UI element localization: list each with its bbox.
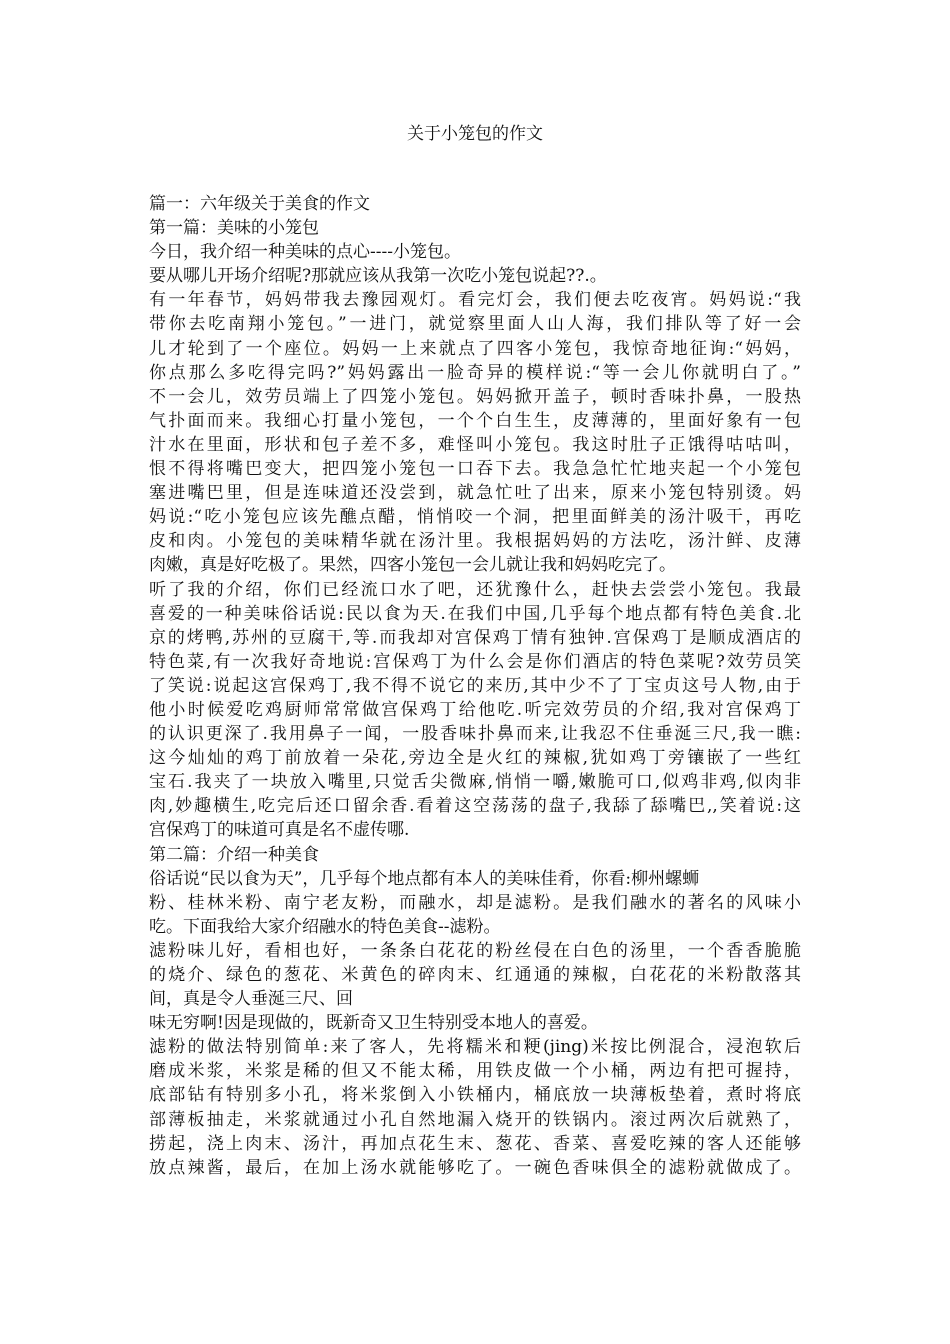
text-line: 带你去吃南翔小笼包。”一进门，就觉察里面人山人海，我们排队等了好一会 <box>149 314 801 335</box>
text-line: 喜爱的一种美味俗话说:民以食为天.在我们中国,几乎每个地点都有特色美食.北 <box>149 603 801 624</box>
text-line: 肉嫩，真是好吃极了。果然，四客小笼包一会儿就让我和妈妈吃完了。 <box>149 555 676 576</box>
document-title: 关于小笼包的作文 <box>407 124 543 144</box>
text-line: 捞起，浇上肉末、汤汁，再加点花生末、葱花、香菜、喜爱吃辣的客人还能够 <box>149 1133 801 1154</box>
text-line: 他小时候爱吃鸡厨师常常做宫保鸡丁给他吃.听完效劳员的介绍,我对宫保鸡丁 <box>149 699 801 720</box>
text-line: 了笑说:说起这宫保鸡丁,我不得不说它的来历,其中少不了丁宝贞这号人物,由于 <box>149 675 801 696</box>
text-line: 有一年春节，妈妈带我去豫园观灯。看完灯会，我们便去吃夜宵。妈妈说:“我 <box>149 290 801 311</box>
text-line: 妈说:“吃小笼包应该先醮点醋，悄悄咬一个洞，把里面鲜美的汤汁吸干，再吃 <box>149 507 801 528</box>
text-line: 滤粉的做法特别简单:来了客人，先将糯米和粳(jing)米按比例混合，浸泡软后 <box>149 1037 801 1058</box>
text-line: 底部钻有特别多小孔，将米浆倒入小铁桶内，桶底放一块薄板垫着，煮时将底 <box>149 1085 801 1106</box>
text-line: 间，真是令人垂涎三尺、回 <box>149 989 353 1010</box>
text-line: 要从哪儿开场介绍呢?那就应该从我第一次吃小笼包说起??.。 <box>149 266 607 287</box>
text-line: 今日，我介绍一种美味的点心----小笼包。 <box>149 242 461 263</box>
text-line: 特色菜,有一次我好奇地说:宫保鸡丁为什么会是你们酒店的特色菜呢?效劳员笑 <box>149 651 801 672</box>
text-line: 宫保鸡丁的味道可真是名不虚传哪. <box>149 820 410 841</box>
text-line: 的烧介、绿色的葱花、米黄色的碎肉末、红通通的辣椒，白花花的米粉散落其 <box>149 965 801 985</box>
text-line: 汁水在里面，形状和包子差不多，难怪叫小笼包。我这时肚子正饿得咕咕叫， <box>149 434 801 455</box>
text-line: 肉,妙趣横生,吃完后还口留余香.看着这空荡荡的盘子,我舔了舔嘴巴,,笑着说:这 <box>149 796 801 817</box>
text-line: 部薄板抽走，米浆就通过小孔自然地漏入烧开的铁锅内。滚过两次后就熟了， <box>149 1109 801 1130</box>
text-line: 粉、桂林米粉、南宁老友粉，而融水，却是滤粉。是我们融水的著名的风味小 <box>149 892 801 913</box>
text-line: 磨成米浆，米浆是稀的但又不能太稀，用铁皮做一个小桶，两边有把可握持， <box>149 1061 801 1082</box>
text-line: 宝石.我夹了一块放入嘴里,只觉舌尖微麻,悄悄一嚼,嫩脆可口,似鸡非鸡,似肉非 <box>149 772 801 793</box>
text-line: 这今灿灿的鸡丁前放着一朵花,旁边全是火红的辣椒,犹如鸡丁旁镶嵌了一些红 <box>149 748 801 769</box>
text-line: 塞进嘴巴里，但是连味道还没尝到，就急忙吐了出来，原来小笼包特别烫。妈 <box>149 483 801 504</box>
document-page <box>149 122 801 1180</box>
text-line: 味无穷啊!因是现做的，既新奇又卫生特别受本地人的喜爱。 <box>149 1013 598 1034</box>
text-line: 气扑面而来。我细心打量小笼包，一个个白生生，皮薄薄的，里面好象有一包 <box>149 410 801 431</box>
document-body <box>149 192 801 1180</box>
text-line: 第二篇：介绍一种美食 <box>149 844 319 865</box>
text-line: 滤粉味儿好，看相也好，一条条白花花的粉丝侵在白色的汤里，一个香香脆脆 <box>149 940 801 961</box>
text-line: 皮和肉。小笼包的美味精华就在汤汁里。我根据妈妈的方法吃，汤汁鲜、皮薄 <box>149 531 801 552</box>
text-line: 吃。下面我给大家介绍融水的特色美食--滤粉。 <box>149 916 501 937</box>
text-line: 第一篇：美味的小笼包 <box>149 218 319 239</box>
text-line: 京的烤鸭,苏州的豆腐干,等.而我却对宫保鸡丁情有独钟.宫保鸡丁是顺成酒店的 <box>149 627 801 648</box>
text-line: 的认识更深了.我用鼻子一闻，一股香味扑鼻而来,让我忍不住垂涎三尺,我一瞧: <box>149 724 801 745</box>
text-line: 放点辣酱，最后，在加上汤水就能够吃了。一碗色香味俱全的滤粉就做成了。 <box>149 1157 801 1178</box>
text-line: 不一会儿，效劳员端上了四笼小笼包。妈妈掀开盖子，顿时香味扑鼻，一股热 <box>149 386 801 407</box>
text-line: 你点那么多吃得完吗?”妈妈露出一脸奇异的模样说:“等一会儿你就明白了。” <box>149 362 801 383</box>
text-line: 听了我的介绍，你们已经流口水了吧，还犹豫什么，赶快去尝尝小笼包。我最 <box>149 579 801 600</box>
text-line: 俗话说“民以食为天”，几乎每个地点都有本人的美味佳肴，你看:柳州螺蛳 <box>149 868 700 889</box>
text-line: 篇一：六年级关于美食的作文 <box>149 194 370 214</box>
text-line: 儿才轮到了一个座位。妈妈一上来就点了四客小笼包，我惊奇地征询:“妈妈， <box>149 338 801 359</box>
text-line: 恨不得将嘴巴变大，把四笼小笼包一口吞下去。我急急忙忙地夹起一个小笼包 <box>149 459 801 480</box>
